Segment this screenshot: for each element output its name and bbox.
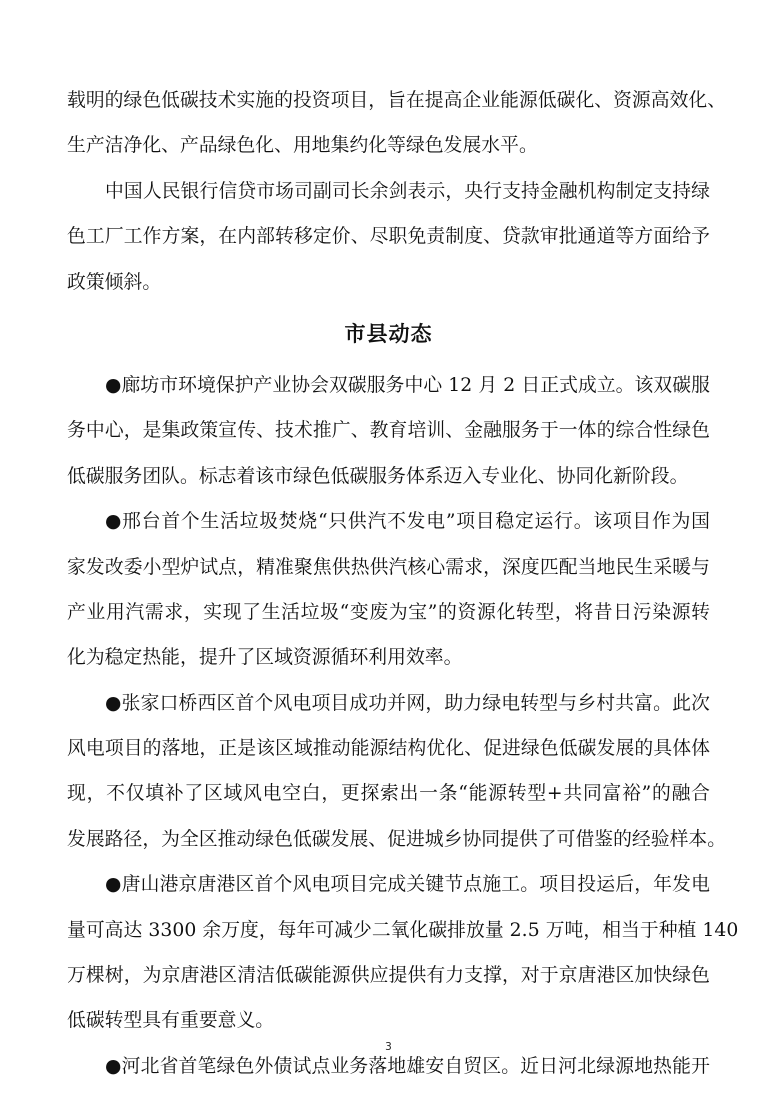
text-line: 产业用汽需求，实现了生活垃圾“变废为宝”的资源化转型，将昔日污染源转 xyxy=(67,601,710,623)
text-line: 政策倾斜。 xyxy=(67,271,162,293)
text-line: 家发改委小型炉试点，精准聚焦供热供汽核心需求，深度匹配当地民生采暖与 xyxy=(67,556,710,578)
news-item-tangshan xyxy=(67,862,739,1044)
text-line: 务中心，是集政策宣传、技术推广、教育培训、金融服务于一体的综合性绿色 xyxy=(67,420,710,442)
news-item-langfang xyxy=(67,363,710,499)
text-line: ●唐山港京唐港区首个风电项目完成关键节点施工。项目投运后，年发电 xyxy=(105,874,710,896)
text-line: ●张家口桥西区首个风电项目成功并网，助力绿电转型与乡村共富。此次 xyxy=(105,692,710,714)
text-line: 低碳转型具有重要意义。 xyxy=(67,1010,275,1032)
text-line: 载明的绿色低碳技术实施的投资项目，旨在提高企业能源低碳化、资源高效化、 xyxy=(67,90,727,111)
text-line: 量可高达 3300 余万度，每年可减少二氧化碳排放量 2.5 万吨，相当于种植 140 xyxy=(67,919,739,941)
section-heading: 市县动态 xyxy=(344,320,433,346)
text-line: ●邢台首个生活垃圾焚烧“只供汽不发电”项目稳定运行。该项目作为国 xyxy=(105,511,710,533)
text-line: 生产洁净化、产品绿色化、用地集约化等绿色发展水平。 xyxy=(67,135,538,157)
text-line: 万棵树，为京唐港区清洁低碳能源供应提供有力支撑，对于京唐港区加快绿色 xyxy=(67,965,710,987)
page-number: 3 xyxy=(385,1041,392,1053)
news-item-xingtai xyxy=(67,499,710,681)
text-line: 化为稳定热能，提升了区域资源循环利用效率。 xyxy=(67,647,463,669)
document-page xyxy=(67,78,739,1089)
text-line: 低碳服务团队。标志着该市绿色低碳服务体系迈入专业化、协同化新阶段。 xyxy=(67,465,689,487)
text-line: 现，不仅填补了区域风电空白，更探索出一条“能源转型+共同富裕”的融合 xyxy=(67,783,710,805)
news-item-zhangjiakou xyxy=(67,681,727,863)
text-line: ●河北省首笔绿色外债试点业务落地雄安自贸区。近日河北绿源地热能开 xyxy=(105,1055,710,1077)
quote-paragraph xyxy=(67,169,710,305)
intro-paragraph xyxy=(67,78,727,169)
text-line: 风电项目的落地，正是该区域推动能源结构优化、促进绿色低碳发展的具体体 xyxy=(67,738,710,760)
text-line: 色工厂工作方案，在内部转移定价、尽职免责制度、贷款审批通道等方面给予 xyxy=(67,226,710,248)
text-line: 中国人民银行信贷市场司副司长余剑表示，央行支持金融机构制定支持绿 xyxy=(105,180,710,202)
text-line: ●廊坊市环境保护产业协会双碳服务中心 12 月 2 日正式成立。该双碳服 xyxy=(105,374,710,396)
text-line: 发展路径，为全区推动绿色低碳发展、促进城乡协同提供了可借鉴的经验样本。 xyxy=(67,828,727,850)
